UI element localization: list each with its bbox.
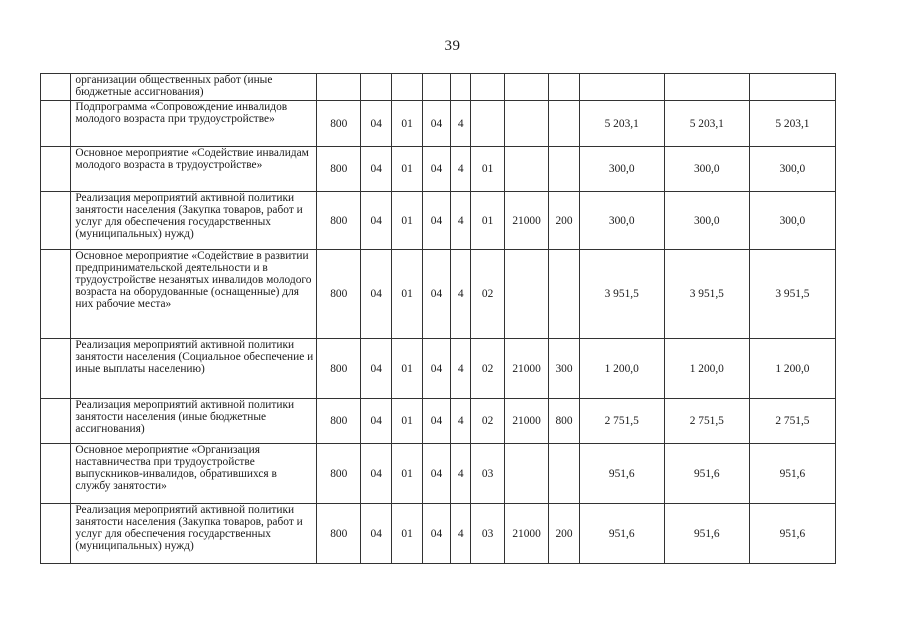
cell-c3	[504, 147, 549, 192]
cell-c2: 03	[471, 444, 504, 504]
cell-s2: 300,0	[664, 147, 749, 192]
cell-c2	[471, 74, 504, 101]
row-name-cell: Подпрограмма «Сопровождение инвалидов молодого возраста при трудоустройстве»	[71, 101, 317, 147]
row-name-cell: Основное мероприятие «Содействие в развитии предпринимательской деятельности и в трудоустройстве незанятых инвалидов молодого возраста на оборудованные (оснащенные) для них рабочие места»	[71, 250, 317, 339]
cell-c3: 21000	[504, 339, 549, 399]
cell-c2: 01	[471, 192, 504, 250]
cell-s3	[749, 74, 835, 101]
cell-c3	[504, 444, 549, 504]
cell-gp: 800	[317, 399, 361, 444]
cell-c2: 03	[471, 504, 504, 564]
cell-r	[392, 74, 422, 101]
cell-s2: 951,6	[664, 444, 749, 504]
cell-c1: 4	[451, 192, 471, 250]
row-name-cell: Реализация мероприятий активной политики занятости населения (иные бюджетные ассигнования)	[71, 399, 317, 444]
cell-s2: 2 751,5	[664, 399, 749, 444]
cell-s1: 2 751,5	[579, 399, 664, 444]
cell-pr	[422, 74, 450, 101]
row-name-cell: организации общественных работ (иные бюджетные ассигнования)	[71, 74, 317, 101]
cell-pz: 04	[361, 250, 392, 339]
cell-s3: 3 951,5	[749, 250, 835, 339]
cell-c2: 01	[471, 147, 504, 192]
cell-s2: 1 200,0	[664, 339, 749, 399]
cell-pz: 04	[361, 147, 392, 192]
cell-pr: 04	[422, 444, 450, 504]
table-row	[41, 339, 836, 399]
cell-pr: 04	[422, 192, 450, 250]
cell-pz: 04	[361, 399, 392, 444]
cell-gp: 800	[317, 101, 361, 147]
row-index-cell	[41, 74, 71, 101]
table-row	[41, 399, 836, 444]
cell-s1: 300,0	[579, 147, 664, 192]
cell-pr: 04	[422, 504, 450, 564]
cell-r: 01	[392, 101, 422, 147]
cell-s3: 300,0	[749, 192, 835, 250]
cell-c2	[471, 101, 504, 147]
cell-pz: 04	[361, 192, 392, 250]
cell-vr	[549, 74, 579, 101]
cell-pz: 04	[361, 101, 392, 147]
table-row	[41, 147, 836, 192]
page-number: 39	[444, 38, 461, 54]
cell-c3	[504, 74, 549, 101]
row-name-cell: Основное мероприятие «Содействие инвалидам молодого возраста в трудоустройстве»	[71, 147, 317, 192]
cell-c1	[451, 74, 471, 101]
table-row	[41, 101, 836, 147]
cell-pr: 04	[422, 250, 450, 339]
row-index-cell	[41, 399, 71, 444]
cell-pr: 04	[422, 399, 450, 444]
cell-c3: 21000	[504, 504, 549, 564]
cell-vr	[549, 147, 579, 192]
cell-vr: 300	[549, 339, 579, 399]
cell-c3: 21000	[504, 399, 549, 444]
cell-r: 01	[392, 192, 422, 250]
cell-r: 01	[392, 399, 422, 444]
cell-s1: 3 951,5	[579, 250, 664, 339]
cell-pr: 04	[422, 339, 450, 399]
table-row	[41, 444, 836, 504]
cell-c2: 02	[471, 399, 504, 444]
table-row	[41, 192, 836, 250]
cell-s2: 951,6	[664, 504, 749, 564]
row-index-cell	[41, 339, 71, 399]
cell-s1	[579, 74, 664, 101]
cell-c3	[504, 250, 549, 339]
cell-c2: 02	[471, 250, 504, 339]
row-name-cell: Реализация мероприятий активной политики занятости населения (Социальное обеспечение и иные выплаты населению)	[71, 339, 317, 399]
cell-s3: 951,6	[749, 504, 835, 564]
cell-r: 01	[392, 504, 422, 564]
cell-gp	[317, 74, 361, 101]
cell-c2: 02	[471, 339, 504, 399]
cell-pz: 04	[361, 339, 392, 399]
cell-s3: 2 751,5	[749, 399, 835, 444]
cell-c1: 4	[451, 444, 471, 504]
cell-s1: 951,6	[579, 444, 664, 504]
cell-r: 01	[392, 339, 422, 399]
cell-c1: 4	[451, 250, 471, 339]
cell-gp: 800	[317, 147, 361, 192]
cell-gp: 800	[317, 444, 361, 504]
row-index-cell	[41, 147, 71, 192]
cell-s1: 5 203,1	[579, 101, 664, 147]
row-index-cell	[41, 192, 71, 250]
cell-s2: 300,0	[664, 192, 749, 250]
cell-c1: 4	[451, 101, 471, 147]
cell-s3: 5 203,1	[749, 101, 835, 147]
cell-vr: 800	[549, 399, 579, 444]
row-index-cell	[41, 101, 71, 147]
row-index-cell	[41, 250, 71, 339]
cell-s3: 300,0	[749, 147, 835, 192]
cell-pr: 04	[422, 101, 450, 147]
cell-gp: 800	[317, 192, 361, 250]
row-name-cell: Реализация мероприятий активной политики занятости населения (Закупка товаров, работ и услуг для обеспечения государственных (муниципальных) нужд)	[71, 504, 317, 564]
cell-s2: 5 203,1	[664, 101, 749, 147]
cell-s3: 1 200,0	[749, 339, 835, 399]
row-name-cell: Основное мероприятие «Организация наставничества при трудоустройстве выпускников-инвалидов, обратившихся в службу занятости»	[71, 444, 317, 504]
cell-c1: 4	[451, 399, 471, 444]
cell-vr	[549, 444, 579, 504]
cell-c3: 21000	[504, 192, 549, 250]
table-row	[41, 74, 836, 101]
cell-s3: 951,6	[749, 444, 835, 504]
cell-r: 01	[392, 444, 422, 504]
cell-s1: 1 200,0	[579, 339, 664, 399]
table-row	[41, 250, 836, 339]
cell-vr	[549, 101, 579, 147]
cell-vr: 200	[549, 192, 579, 250]
cell-c1: 4	[451, 147, 471, 192]
cell-r: 01	[392, 147, 422, 192]
cell-vr	[549, 250, 579, 339]
cell-r: 01	[392, 250, 422, 339]
row-name-cell: Реализация мероприятий активной политики занятости населения (Закупка товаров, работ и услуг для обеспечения государственных (муниципальных) нужд)	[71, 192, 317, 250]
cell-gp: 800	[317, 504, 361, 564]
cell-pr: 04	[422, 147, 450, 192]
cell-c1: 4	[451, 339, 471, 399]
cell-s1: 951,6	[579, 504, 664, 564]
budget-table	[40, 73, 836, 564]
cell-vr: 200	[549, 504, 579, 564]
cell-pz: 04	[361, 444, 392, 504]
row-index-cell	[41, 504, 71, 564]
cell-gp: 800	[317, 339, 361, 399]
cell-s1: 300,0	[579, 192, 664, 250]
cell-pz	[361, 74, 392, 101]
cell-s2: 3 951,5	[664, 250, 749, 339]
cell-c3	[504, 101, 549, 147]
cell-s2	[664, 74, 749, 101]
cell-pz: 04	[361, 504, 392, 564]
cell-c1: 4	[451, 504, 471, 564]
cell-gp: 800	[317, 250, 361, 339]
row-index-cell	[41, 444, 71, 504]
table-row	[41, 504, 836, 564]
